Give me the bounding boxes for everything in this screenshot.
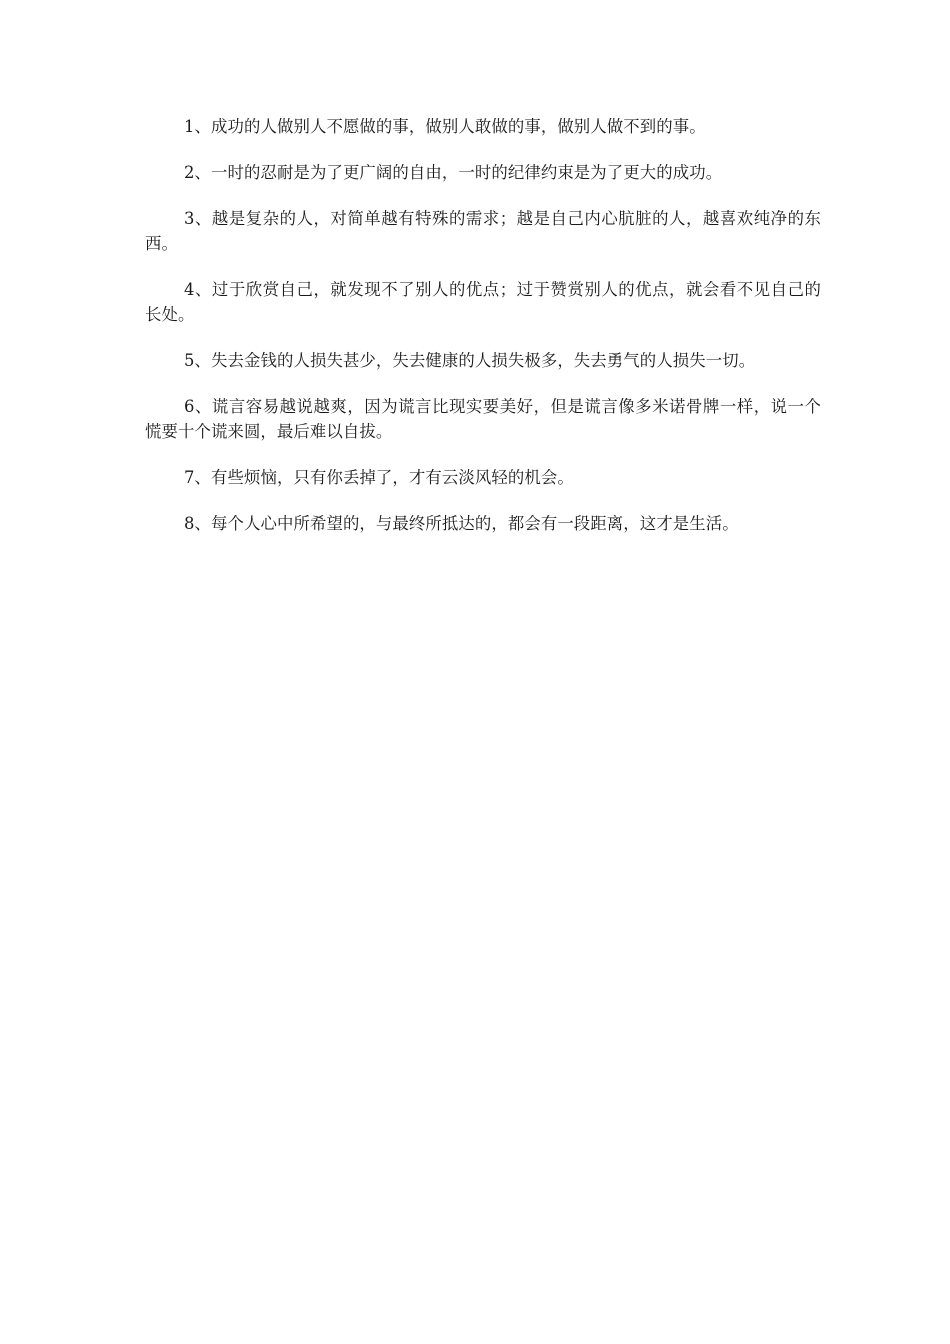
paragraph-4: 4、过于欣赏自己，就发现不了别人的优点；过于赞赏别人的优点，就会看不见自己的长处。 bbox=[145, 280, 821, 324]
paragraph-1: 1、成功的人做别人不愿做的事，做别人敢做的事，做别人做不到的事。 bbox=[184, 117, 706, 136]
paragraph-2: 2、一时的忍耐是为了更广阔的自由，一时的纪律约束是为了更大的成功。 bbox=[184, 163, 723, 182]
paragraph-3: 3、越是复杂的人，对简单越有特殊的需求；越是自己内心肮脏的人，越喜欢纯净的东西。 bbox=[145, 209, 821, 253]
paragraph-8: 8、每个人心中所希望的，与最终所抵达的，都会有一段距离，这才是生活。 bbox=[184, 514, 739, 533]
paragraph-7: 7、有些烦恼，只有你丢掉了，才有云淡风轻的机会。 bbox=[184, 468, 574, 487]
document-body bbox=[145, 114, 821, 557]
paragraph-5: 5、失去金钱的人损失甚少，失去健康的人损失极多，失去勇气的人损失一切。 bbox=[184, 351, 756, 370]
paragraph-6: 6、谎言容易越说越爽，因为谎言比现实要美好，但是谎言像多米诺骨牌一样，说一个慌要十个谎来圆，最后难以自拔。 bbox=[145, 397, 821, 441]
